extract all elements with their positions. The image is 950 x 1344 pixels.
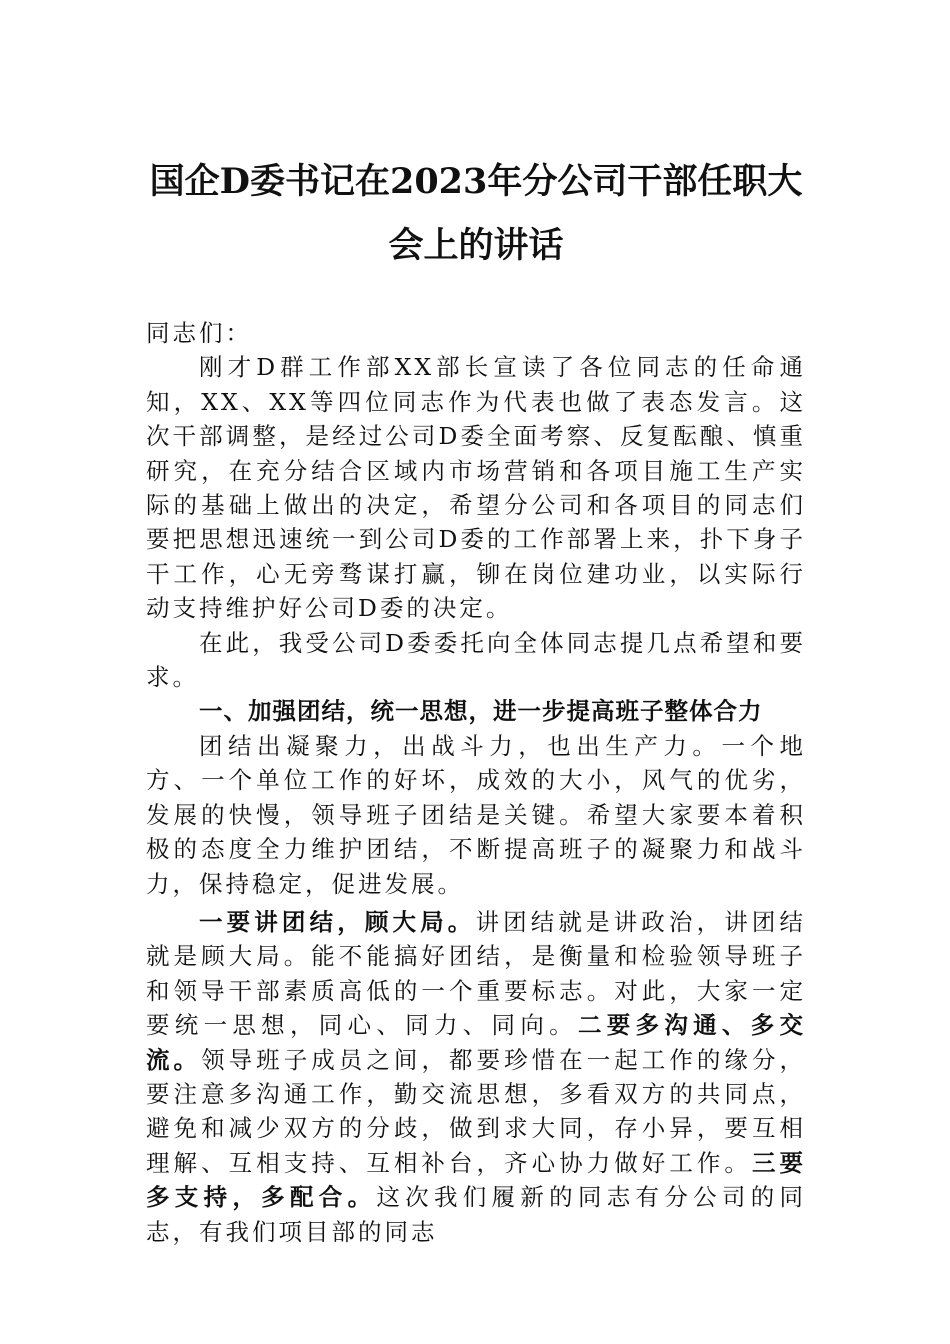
paragraph-2: 在此，我受公司D委委托向全体同志提几点希望和要求。 [146,628,806,692]
document-page [146,150,806,1249]
salutation: 同志们： [146,319,252,347]
point-3-title: 三要多支持，多配合。 [146,1148,807,1212]
point-1-title: 一要讲团结，顾大局。 [199,907,476,936]
point-2-text: 领导班子成员之间，都要珍惜在一起工作的缘分，要注意多沟通工作，勤交流思想，多看双方的共同点，避免和减少双方的分歧，做到求大同，存小异，要互相理解、互相支持、互相补台，齐心协力做好工作。 [146,1045,807,1177]
document-title [146,150,806,278]
point-1-text: 讲团结就是讲政治，讲团结就是顾大局。能不能搞好团结，是衡量和检验领导班子和领导干部素质高低的一个重要标志。对此，大家一定要统一思想，同心、同力、同向。 [146,907,807,1040]
section-heading-1: 一、加强团结，统一思想，进一步提高班子整体合力 [199,697,763,726]
paragraph-4 [146,905,806,1249]
title-line-2: 会上的讲话 [388,225,564,266]
paragraph-1: 刚才D群工作部XX部长宣读了各位同志的任命通知，XX、XX等四位同志作为代表也做了表态发言。这次干部调整，是经过公司D委全面考察、反复酝酿、慎重研究，在充分结合区域内市场营销和各项目施工生产实际的基础上做出的决定，希望分公司和各项目的同志们要把思想迅速统一到公司D委的工作部署上来，扑下身子干工作，心无旁骛谋打赢，铆在岗位建功业，以实际行动支持维护好公司D委的决定。 [146,353,806,623]
title-line-1: 国企D委书记在2023年分公司干部任职大 [149,161,803,202]
paragraph-3: 团结出凝聚力，出战斗力，也出生产力。一个地方、一个单位工作的好坏，成效的大小，风气的优劣，发展的快慢，领导班子团结是关键。希望大家要本着积极的态度全力维护团结，不断提高班子的凝聚力和战斗力，保持稳定，促进发展。 [146,731,806,898]
document-body [146,316,806,1249]
point-3-text: 这次我们履新的同志有分公司的同志，有我们项目部的同志 [146,1183,807,1246]
point-2-title: 二要多沟通、多交流。 [146,1011,807,1074]
